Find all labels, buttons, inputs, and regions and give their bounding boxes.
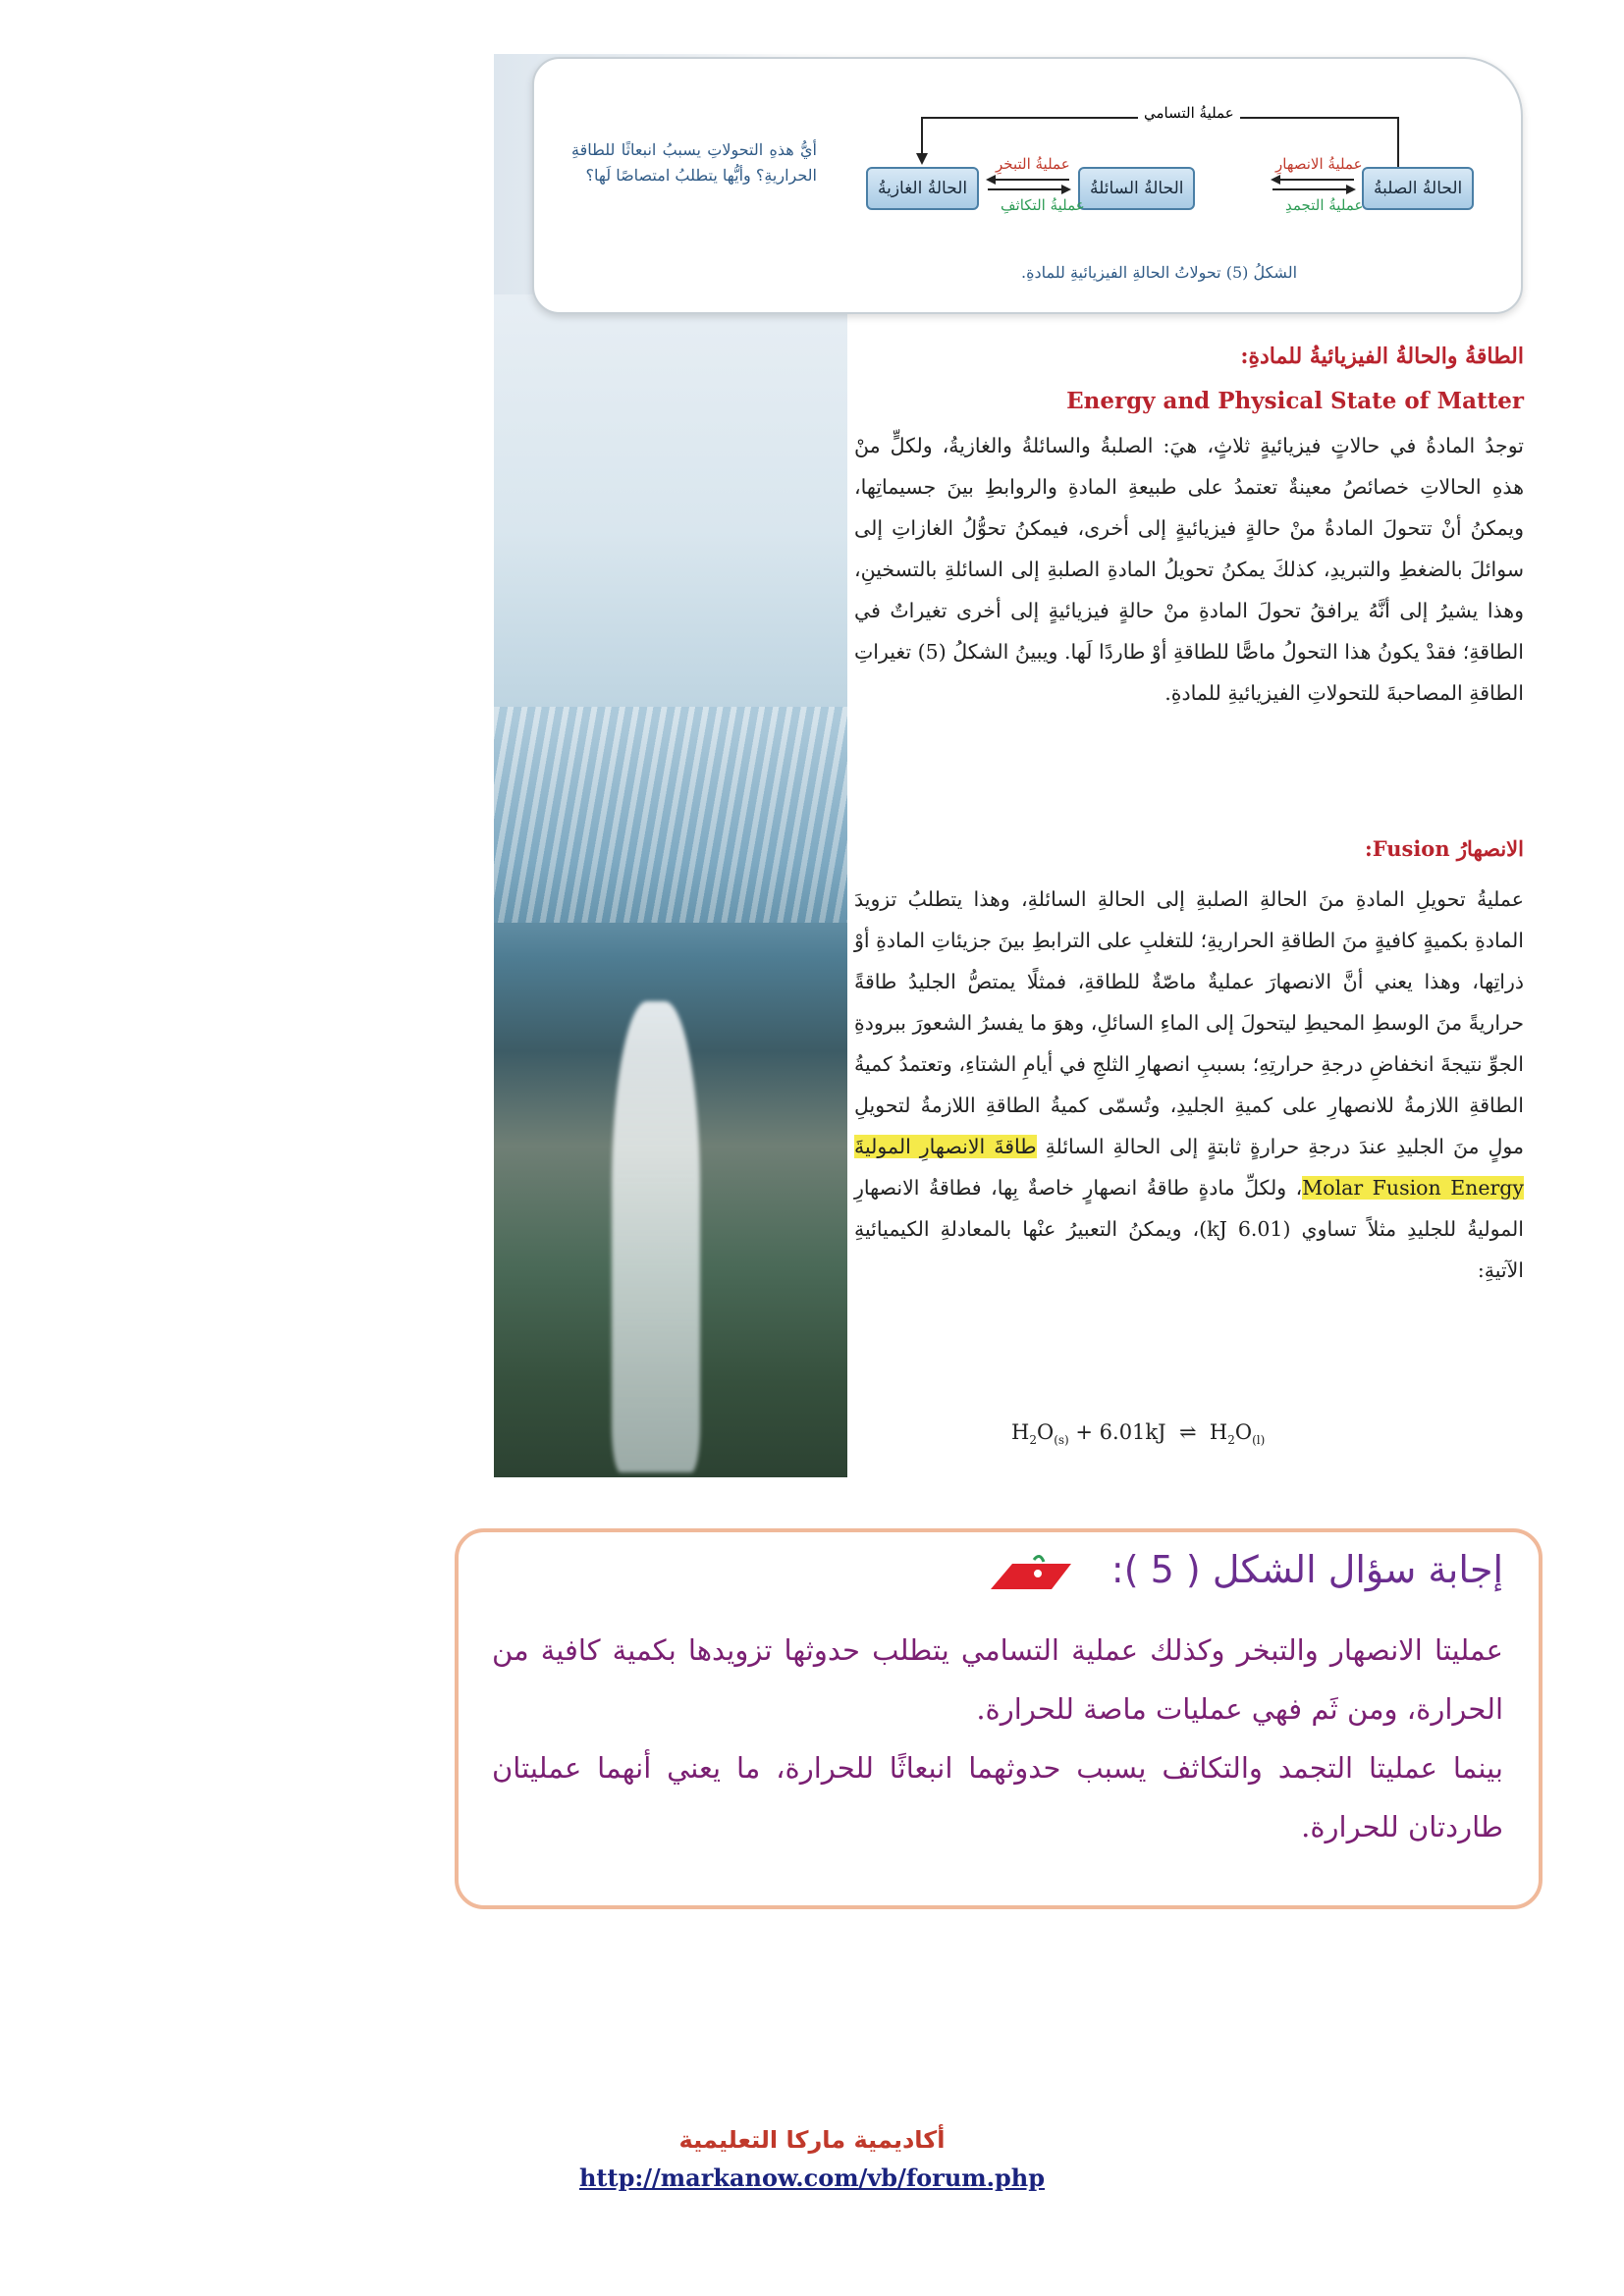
highlight-term-en: Molar Fusion Energy bbox=[1302, 1176, 1525, 1200]
sublimation-label: عمليةُ التسامي bbox=[1138, 104, 1240, 122]
paragraph-2-start: عمليةُ تحويلِ المادةِ منَ الحالةِ الصلبةِ إلى الحالةِ السائلةِ، وهذا يتطلبُ تزويدَ المادةِ بكميةٍ كافيةٍ منَ الطاقةِ الحراريةِ؛ للتغلبِ على الترابطِ بينَ جزيئاتِ المادةِ أوْ ذراتِها، وهذا يعني أنَّ الانصهارَ عمليةٌ ماصّةٌ للطاقةِ، فمثلًا يمتصُّ الجليدُ طاقةً حراريةً منَ الوسطِ المحيطِ ليتحولَ إلى الماءِ السائلِ، وهوَ ما يفسرُ الشعورَ ببرودةِ الجوِّ نتيجةَ انخفاضِ درجةِ حرارتِهِ؛ بسببِ انصهارِ الثلجِ في أيامِ الشتاءِ، وتعتمدُ كميةُ الطاقةِ اللازمةُ للانصهارِ على كميةِ الجليدِ، وتُسمّى كميةُ الطاقةِ اللازمةُ لتحويلِ مولٍ منَ الجليدِ عندَ درجةِ حرارةٍ ثابتةٍ إلى الحالةِ السائلةِ bbox=[854, 887, 1524, 1158]
answer-title-text: إجابة سؤال الشكل bbox=[1212, 1548, 1503, 1591]
melting-label: عمليةُ الانصهارِ bbox=[1275, 155, 1363, 173]
footer-link[interactable]: http://markanow.com/vb/forum.php bbox=[578, 2163, 1046, 2192]
answer-box bbox=[455, 1528, 1543, 1909]
liquid-state-box: الحالةُ السائلةُ bbox=[1078, 167, 1195, 210]
solid-state-box: الحالةُ الصلبةُ bbox=[1362, 167, 1474, 210]
figure-caption: الشكلُ (5) تحولاتُ الحالةِ الفيزيائيةِ للمادةِ. bbox=[1021, 263, 1298, 282]
section-title-ar: الطاقةُ والحالةُ الفيزيائيةُ للمادةِ: bbox=[1240, 344, 1524, 369]
answer-figure-number: ( 5 ): bbox=[1110, 1548, 1201, 1591]
freezing-label: عمليةُ التجمدِ bbox=[1285, 196, 1364, 214]
evaporation-label: عمليةُ التبخرِ bbox=[996, 155, 1070, 173]
glacier-ice bbox=[494, 707, 847, 923]
answer-flag-icon bbox=[973, 1552, 1081, 1591]
condensation-label: عمليةُ التكاثفِ bbox=[1001, 196, 1085, 214]
answer-title bbox=[1111, 1548, 1503, 1591]
section-title-en: Energy and Physical State of Matter bbox=[1066, 388, 1524, 414]
answer-text-2: بينما عمليتا التجمد والتكاثف يسبب حدوثهما انبعاثًا للحرارة، ما يعني أنهما عمليتان طاردتان للحرارة. bbox=[492, 1751, 1503, 1843]
waterfall bbox=[612, 1001, 700, 1472]
figure-question: أيُّ هذهِ التحولاتِ يسببُ انبعاثًا للطاقةِ الحراريةِ؟ وأيُّها يتطلبُ امتصاصًا لَها؟ bbox=[571, 140, 817, 185]
gas-state-box: الحالةُ الغازيةُ bbox=[866, 167, 979, 210]
highlight-term-ar: طاقةَ الانصهارِ الموليةَ bbox=[854, 1135, 1037, 1158]
footer-academy-name: أكاديمية ماركا التعليمية bbox=[678, 2126, 946, 2154]
answer-text-1: عمليتا الانصهار والتبخر وكذلك عملية التسامي يتطلب حدوثها تزويدها بكمية كافية من الحرارة، ومن ثَم فهي عمليات ماصة للحرارة. bbox=[492, 1633, 1503, 1726]
glacier-photo bbox=[494, 294, 847, 1477]
fusion-subtitle: الانصهارُ Fusion: bbox=[1364, 836, 1524, 861]
paragraph-1: توجدُ المادةُ في حالاتٍ فيزيائيةٍ ثلاثٍ، هيَ: الصلبةُ والسائلةُ والغازيةُ، ولكلٍّ منْ هذهِ الحالاتِ خصائصُ معينةٌ تعتمدُ على طبيعةِ المادةِ والروابطِ بينَ جسيماتِها، ويمكنُ أنْ تتحولَ المادةُ منْ حالةٍ فيزيائيةٍ إلى أخرى، فيمكنُ تحوُّلُ الغازاتِ إلى سوائلَ بالضغطِ والتبريدِ، كذلكَ يمكنُ تحويلُ المادةِ الصلبةِ إلى السائلةِ بالتسخينِ، وهذا يشيرُ إلى أنَّهُ يرافقُ تحولَ المادةِ منْ حالةٍ فيزيائيةٍ إلى أخرى تغيراتٌ في الطاقةِ؛ فقدْ يكونُ هذا التحولُ ماصًّا للطاقةِ أوْ طاردًا لَها. ويبينُ الشكلُ (5) تغيراتِ الطاقةِ المصاحبةَ للتحولاتِ الفيزيائيةِ للمادةِ. bbox=[854, 434, 1525, 705]
paragraph-2-end: ، ولكلِّ مادةٍ طاقةُ انصهارٍ خاصةٌ بِها، فطاقةُ الانصهارِ الموليةُ للجليدِ مثلاً تساوي (6.01 kJ)، ويمكنُ التعبيرُ عنْها بالمعادلةِ الكيميائيةِ الآتيةِ: bbox=[854, 1176, 1524, 1282]
chemical-equation: $H_2O_{(s)} + 6.01kJ$ ⇌ $H_2O_{(l)}$ bbox=[1011, 1420, 1266, 1448]
paragraph-2 bbox=[854, 879, 1524, 1291]
